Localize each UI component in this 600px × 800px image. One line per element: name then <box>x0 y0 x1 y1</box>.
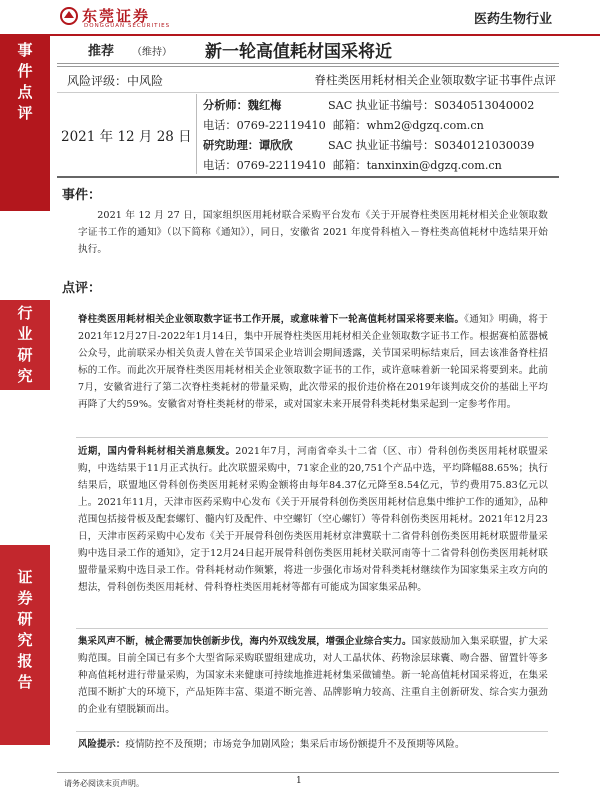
footer-disclaimer: 请务必阅读末页声明。 <box>64 779 144 788</box>
divider <box>76 437 548 438</box>
side-char: 告 <box>17 673 33 691</box>
side-char: 证 <box>17 568 33 586</box>
recommendation: 推荐 <box>88 44 115 59</box>
assistant-sac: SAC 执业证书编号：S0340121030039 <box>328 139 535 152</box>
industry-label: 医药生物行业 <box>473 12 552 27</box>
analyst-sac: SAC 执业证书编号：S0340513040002 <box>328 99 535 112</box>
page-number: 1 <box>296 776 302 786</box>
side-label-securities-report <box>0 545 50 745</box>
paragraph-body: 《通知》明确，将于2021年12月27日-2022年1月14日，集中开展脊柱类医用耗材相关企业领取数字证书工作。根据赛柏蓝器械公众号，此前联采办相关负责人曾在关节国采企业培训会期间透露，关节国采明标结束后，回去该准备脊柱招标的工作。而此次开展脊柱类医用耗材相关企业领取数字证书的工作，或许意味着新一轮国采将要到来。此前7月，安徽省进行了第二次脊柱类耗材的带量采购，此次带采的报价违价格在2019年谈判成交价的基础上平均再降了大约59%。安徽省对脊柱类耗材的带采，或对国家未来开展骨科类耗材集采起到一定参考作用。 <box>78 314 548 410</box>
divider <box>76 731 548 732</box>
analyst-phone: 电话：0769-22119410 <box>203 119 326 132</box>
risk-rating: 风险评级：中风险 <box>67 74 164 88</box>
assistant-name: 研究助理：谭欣欣 <box>203 139 293 152</box>
side-char: 评 <box>17 104 33 122</box>
footer-divider <box>57 772 559 773</box>
risk-text: 疫情防控不及预期；市场竞争加剧风险；集采后市场份额提升不及预期等风险。 <box>125 739 465 750</box>
logo-text-en: DONGGUAN SECURITIES <box>84 23 171 29</box>
event-paragraph: 2021 年 12 月 27 日，国家组织医用耗材联合采购平台发布《关于开展脊柱类医用耗材相关企业领取数字证书工作的通知》（以下简称《通知》），同日，安徽省 2021 年度骨科植入－脊柱类高值耗材中选结果开始执行。 <box>78 210 548 255</box>
assistant-phone: 电话：0769-22119410 <box>203 159 326 172</box>
paragraph-body: 2021年7月，河南省牵头十二省（区、市）骨科创伤类医用耗材联盟采购，中选结果于11月正式执行。此次联盟采购中，71家企业的20,751个产品中选，平均降幅88.65%；执行结果后，联盟地区骨科创伤类医用耗材采购金额将由每年84.37亿元降至8.54亿元，节约费用75.83亿元以上。2021年11月，天津市医药采购中心发布《关于开展骨科创伤类医用耗材信息集中维护工作的通知》，品种范围包括接骨板及配套螺钉、髓内钉及配件、中空螺钉（空心螺钉）等骨科创伤类医用耗材。2021年12月23日，天津市医药采购中心发布《关于开展骨科创伤类医用耗材京津冀联十二省骨科创伤类医用耗材联盟带量采购中选目录工作的通知》，定于12月24日起开展骨科创伤类医用耗材关联河南等十二省骨科创伤类医用耗材联盟带量采购中选目录工作。骨科耗材动作频繁，将进一步强化市场对骨科类耗材继续作为国家集采主攻方向的想法，骨科创伤类医用耗材、骨科脊柱类医用耗材等都有可能成为国家集采品种。 <box>78 446 548 593</box>
logo-text-cn: 东莞证券 <box>82 7 151 25</box>
report-date: 2021 年 12 月 28 日 <box>61 129 192 145</box>
comment-paragraph-1 <box>78 311 548 413</box>
report-title: 新一轮高值耗材国采将近 <box>205 42 392 62</box>
risk-warning <box>78 736 548 753</box>
paragraph-lead: 脊柱类医用耗材相关企业领取数字证书工作开展，或意味着下一轮高值耗材国采将要来临。 <box>78 314 465 325</box>
side-char: 券 <box>17 589 33 607</box>
paragraph-lead: 近期，国内骨科耗材相关消息频发。 <box>78 446 236 457</box>
side-char: 究 <box>17 367 33 385</box>
side-char: 究 <box>17 631 33 649</box>
side-label-event-review <box>0 36 50 211</box>
risk-label: 风险提示： <box>78 739 126 750</box>
logo-icon <box>60 7 78 25</box>
side-char: 点 <box>17 83 33 101</box>
divider <box>57 176 559 178</box>
side-char: 件 <box>17 62 33 80</box>
side-char: 报 <box>17 652 33 670</box>
divider <box>196 94 197 174</box>
assistant-email[interactable]: 邮箱：tanxinxin@dgzq.com.cn <box>333 159 502 172</box>
side-char: 行 <box>17 304 33 322</box>
comment-paragraph-2 <box>78 443 548 596</box>
side-label-industry-research <box>0 300 50 390</box>
side-char: 事 <box>17 41 33 59</box>
analyst-name: 分析师：魏红梅 <box>203 99 282 112</box>
paragraph-body: 国家鼓励加入集采联盟，扩大采购范围。目前全国已有多个大型省际采购联盟组建成功，对人工晶状体、药物涂层球囊、吻合器、留置针等多种高值耗材进行带量采购，为国家未来健康可持续地推进耗材集采做铺垫。新一轮高值耗材国采将近，在集采范围不断扩大的环境下，产品矩阵丰富、渠道不断完善、品牌影响力较高、注重自主创新研发、综合实力强劲的企业有望脱颖而出。 <box>78 636 548 715</box>
analyst-email[interactable]: 邮箱：whm2@dgzq.com.cn <box>333 119 484 132</box>
side-char: 研 <box>17 610 33 628</box>
divider <box>57 92 559 93</box>
company-logo <box>60 4 190 32</box>
recommendation-note: （维持） <box>132 47 172 58</box>
paragraph-lead: 集采风声不断，械企需要加快创新步伐，海内外双线发展，增强企业综合实力。 <box>78 636 412 647</box>
event-heading: 事件： <box>62 188 102 203</box>
divider <box>57 63 559 67</box>
page-header <box>0 0 600 36</box>
side-char: 业 <box>17 325 33 343</box>
comment-paragraph-3 <box>78 633 548 718</box>
report-subtitle: 脊柱类医用耗材相关企业领取数字证书事件点评 <box>314 73 556 87</box>
comment-heading: 点评： <box>62 281 102 296</box>
side-char: 研 <box>17 346 33 364</box>
divider <box>76 628 548 629</box>
